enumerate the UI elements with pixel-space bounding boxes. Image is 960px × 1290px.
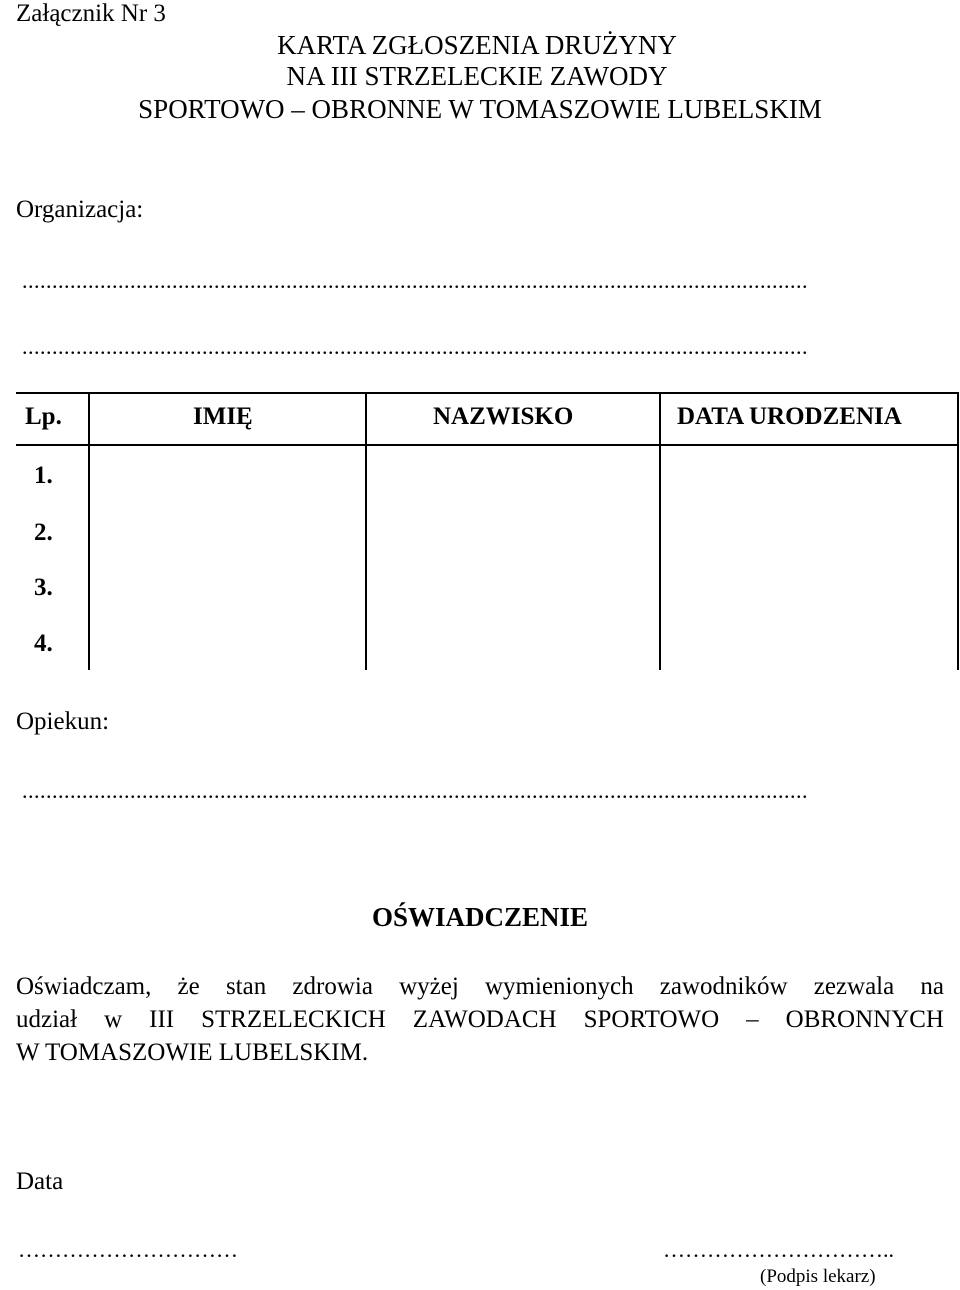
form-title-line-3: SPORTOWO – OBRONNE W TOMASZOWIE LUBELSKIM <box>138 94 822 124</box>
table-top-border <box>16 392 959 394</box>
team-table <box>16 392 959 670</box>
table-divider <box>957 392 959 670</box>
header-first-name: IMIĘ <box>193 403 253 430</box>
table-header-border <box>16 444 959 446</box>
organization-label: Organizacja: <box>16 196 144 223</box>
signature-caption: (Podpis lekarz) <box>760 1266 876 1287</box>
table-row-number: 1. <box>34 462 53 489</box>
table-row-number: 2. <box>34 519 53 546</box>
form-title-line-1: KARTA ZGŁOSZENIA DRUŻYNY <box>277 30 677 60</box>
date-label: Data <box>16 1168 64 1195</box>
guardian-label: Opiekun: <box>16 708 110 735</box>
organization-field-line-1[interactable]: ................................................................................................................................... <box>22 268 808 293</box>
date-field-line[interactable]: ………………………… <box>18 1237 238 1262</box>
statement-line-3: W TOMASZOWIE LUBELSKIM. <box>16 1039 369 1066</box>
guardian-field-line[interactable]: ................................................................................................................................... <box>22 778 808 803</box>
statement-title: OŚWIADCZENIE <box>371 902 589 932</box>
header-lp: Lp. <box>25 403 62 430</box>
organization-field-line-2[interactable]: ................................................................................................................................... <box>22 334 808 359</box>
table-divider <box>365 392 367 670</box>
form-title-line-2: NA III STRZELECKIE ZAWODY <box>286 61 668 91</box>
annex-label: Załącznik Nr 3 <box>16 0 166 27</box>
statement-line-1: Oświadczam, że stan zdrowia wyżej wymienionych zawodników zezwala na <box>16 973 944 1000</box>
table-row-number: 3. <box>34 574 53 601</box>
signature-field-line[interactable]: ………………………….. <box>663 1237 894 1262</box>
header-birth-date: DATA URODZENIA <box>677 403 902 430</box>
table-row-number: 4. <box>34 630 53 657</box>
table-divider <box>659 392 661 670</box>
statement-line-2: udział w III STRZELECKICH ZAWODACH SPORTOWO – OBRONNYCH <box>16 1006 944 1033</box>
header-last-name: NAZWISKO <box>433 403 574 430</box>
table-divider <box>88 392 90 670</box>
